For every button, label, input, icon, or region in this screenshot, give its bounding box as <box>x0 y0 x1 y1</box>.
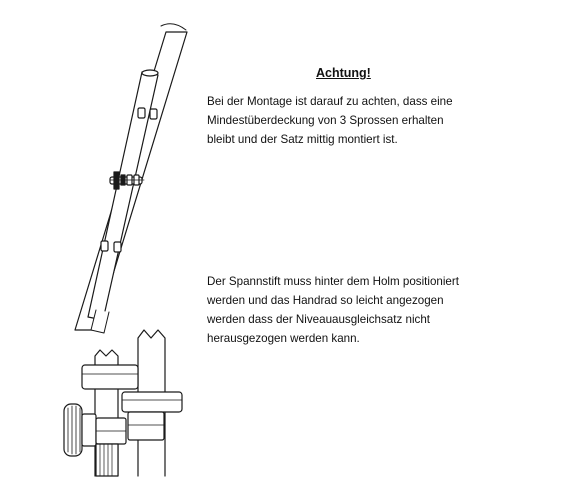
warning-title: Achtung! <box>316 66 371 80</box>
ladder-leveler-drawing <box>0 0 220 500</box>
text-line: werden und das Handrad so leicht angezogen <box>207 294 444 307</box>
clamping-pin-instruction-text <box>207 272 547 348</box>
text-line: Mindestüberdeckung von 3 Sprossen erhalten <box>207 114 444 127</box>
text-line: werden dass der Niveauausgleichsatz nicht <box>207 313 430 326</box>
threaded-spindle <box>96 444 118 476</box>
text-line: Der Spannstift muss hinter dem Holm positioniert <box>207 275 459 288</box>
overlap-instruction-text <box>207 92 547 149</box>
text-line: Bei der Montage ist darauf zu achten, dass eine <box>207 95 453 108</box>
inner-leveling-tube <box>88 70 158 333</box>
text-line: herausgezogen werden kann. <box>207 332 360 345</box>
text-line: bleibt und der Satz mittig montiert ist. <box>207 133 398 146</box>
